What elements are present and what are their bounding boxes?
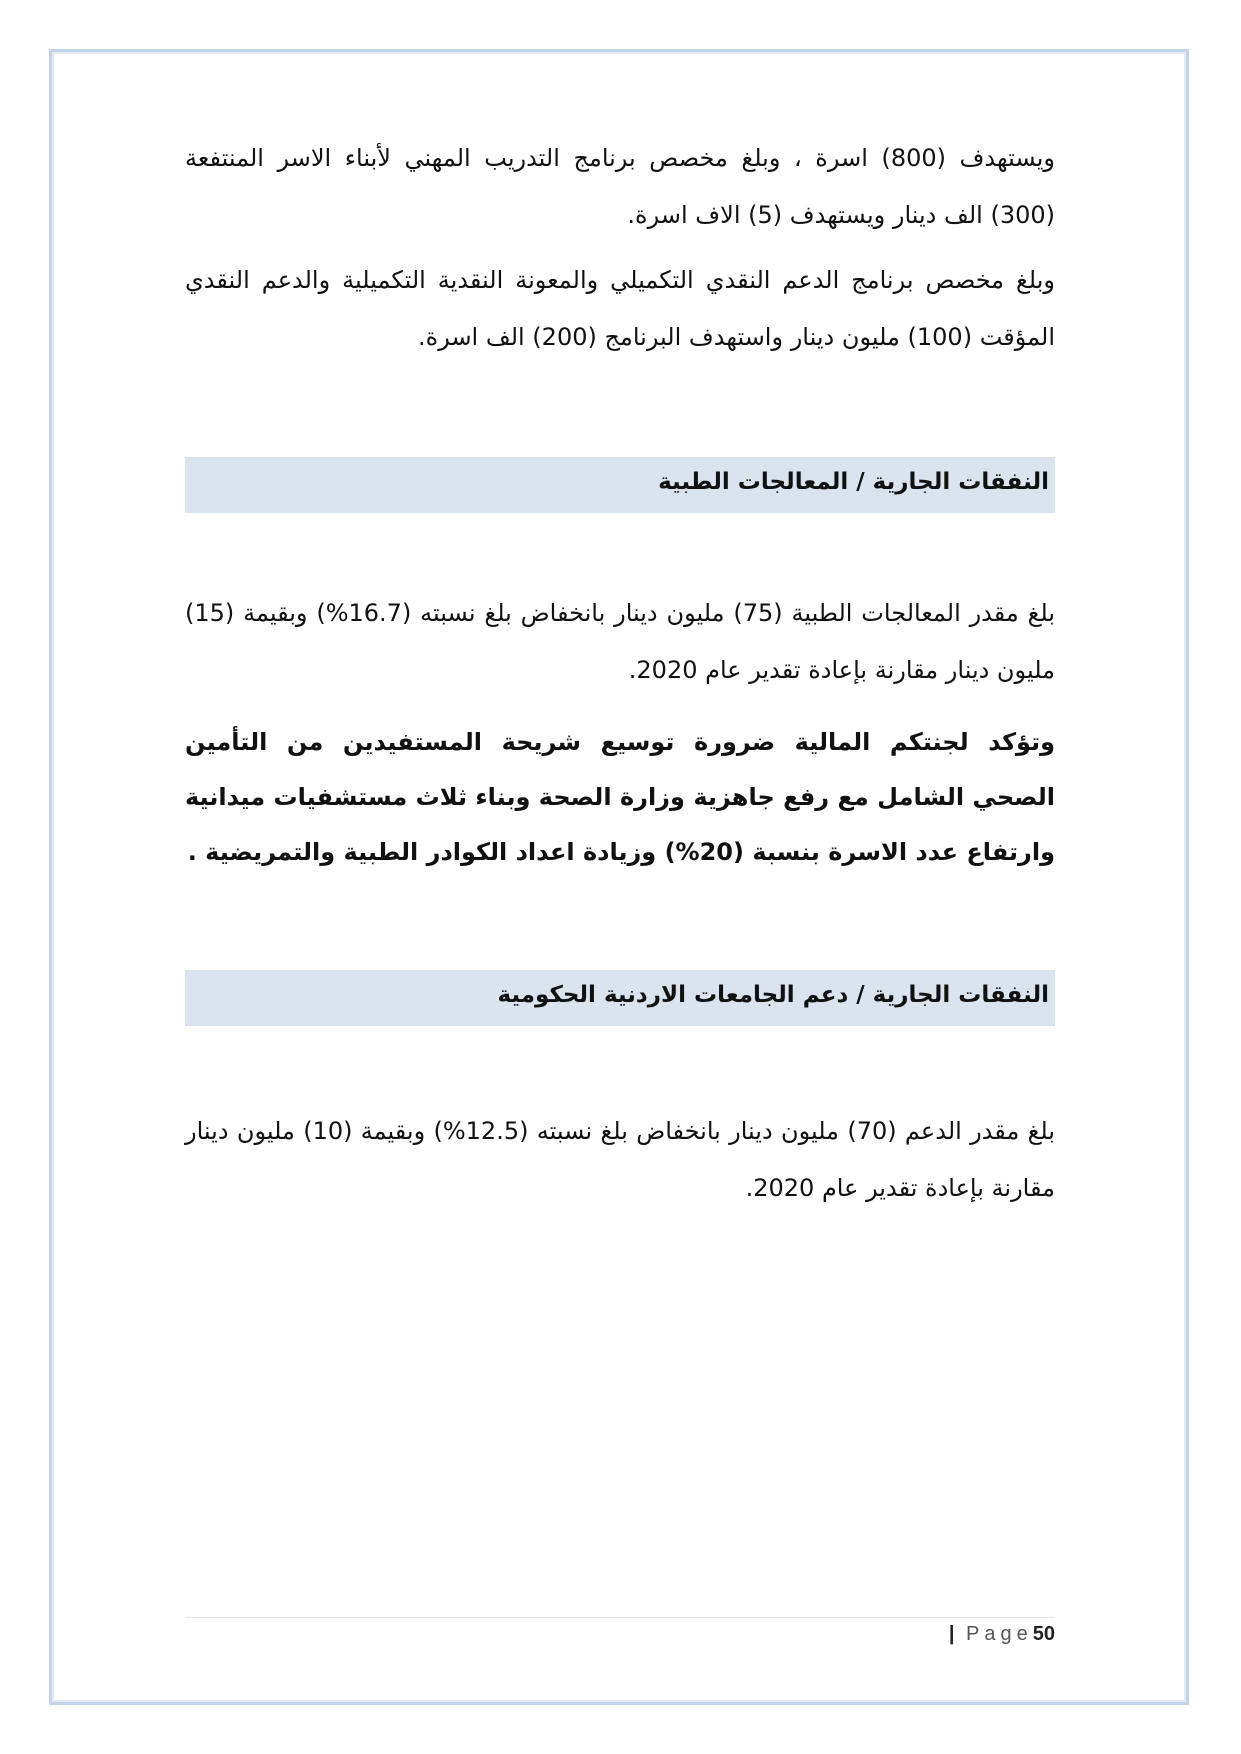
footer-divider xyxy=(185,1617,1055,1618)
paragraph-vocational-training: ويستهدف (800) اسرة ، وبلغ مخصص برنامج التدريب المهني لأبناء الاسر المنتفعة (300) الف دينار ويستهدف (5) الاف اسرة. xyxy=(185,144,1056,229)
section-heading-medical xyxy=(185,457,1055,513)
footer-page-label: Page xyxy=(966,1623,1033,1645)
page-footer xyxy=(185,1623,1055,1646)
section-heading-universities-text: النفقات الجارية / دعم الجامعات الاردنية الحكومية xyxy=(497,982,1049,1008)
paragraph-committee-recommendation: وتؤكد لجنتكم المالية ضرورة توسيع شريحة المستفيدين من التأمين الصحي الشامل مع رفع جاهزية وزارة الصحة وبناء ثلاث مستشفيات ميدانية وارتفاع عدد الاسرة بنسبة (20%) وزيادة اعداد الكوادر الطبية والتمريضية . xyxy=(185,728,1055,866)
paragraph-beneficiaries xyxy=(185,130,1055,244)
footer-page-number: 50 xyxy=(1032,1623,1055,1645)
section-heading-universities xyxy=(185,970,1055,1026)
paragraph-medical-estimate: بلغ مقدر المعالجات الطبية (75) مليون دينار بانخفاض بلغ نسبته (16.7%) وبقيمة (15) مليون دينار مقارنة بإعادة تقدير عام 2020. xyxy=(185,599,1056,684)
paragraph-cash-support-block xyxy=(185,252,1055,366)
paragraph-medical-block xyxy=(185,585,1055,699)
footer-separator: | xyxy=(948,1623,955,1645)
paragraph-universities-support: بلغ مقدر الدعم (70) مليون دينار بانخفاض بلغ نسبته (12.5%) وبقيمة (10) مليون دينار مقارنة بإعادة تقدير عام 2020. xyxy=(185,1117,1056,1202)
paragraph-cash-support: وبلغ مخصص برنامج الدعم النقدي التكميلي والمعونة النقدية التكميلية والدعم النقدي المؤقت (100) مليون دينار واستهدف البرنامج (200) الف اسرة. xyxy=(185,266,1055,351)
paragraph-universities-block xyxy=(185,1103,1055,1217)
section-heading-medical-text: النفقات الجارية / المعالجات الطبية xyxy=(658,469,1049,495)
paragraph-committee-block xyxy=(185,715,1055,880)
